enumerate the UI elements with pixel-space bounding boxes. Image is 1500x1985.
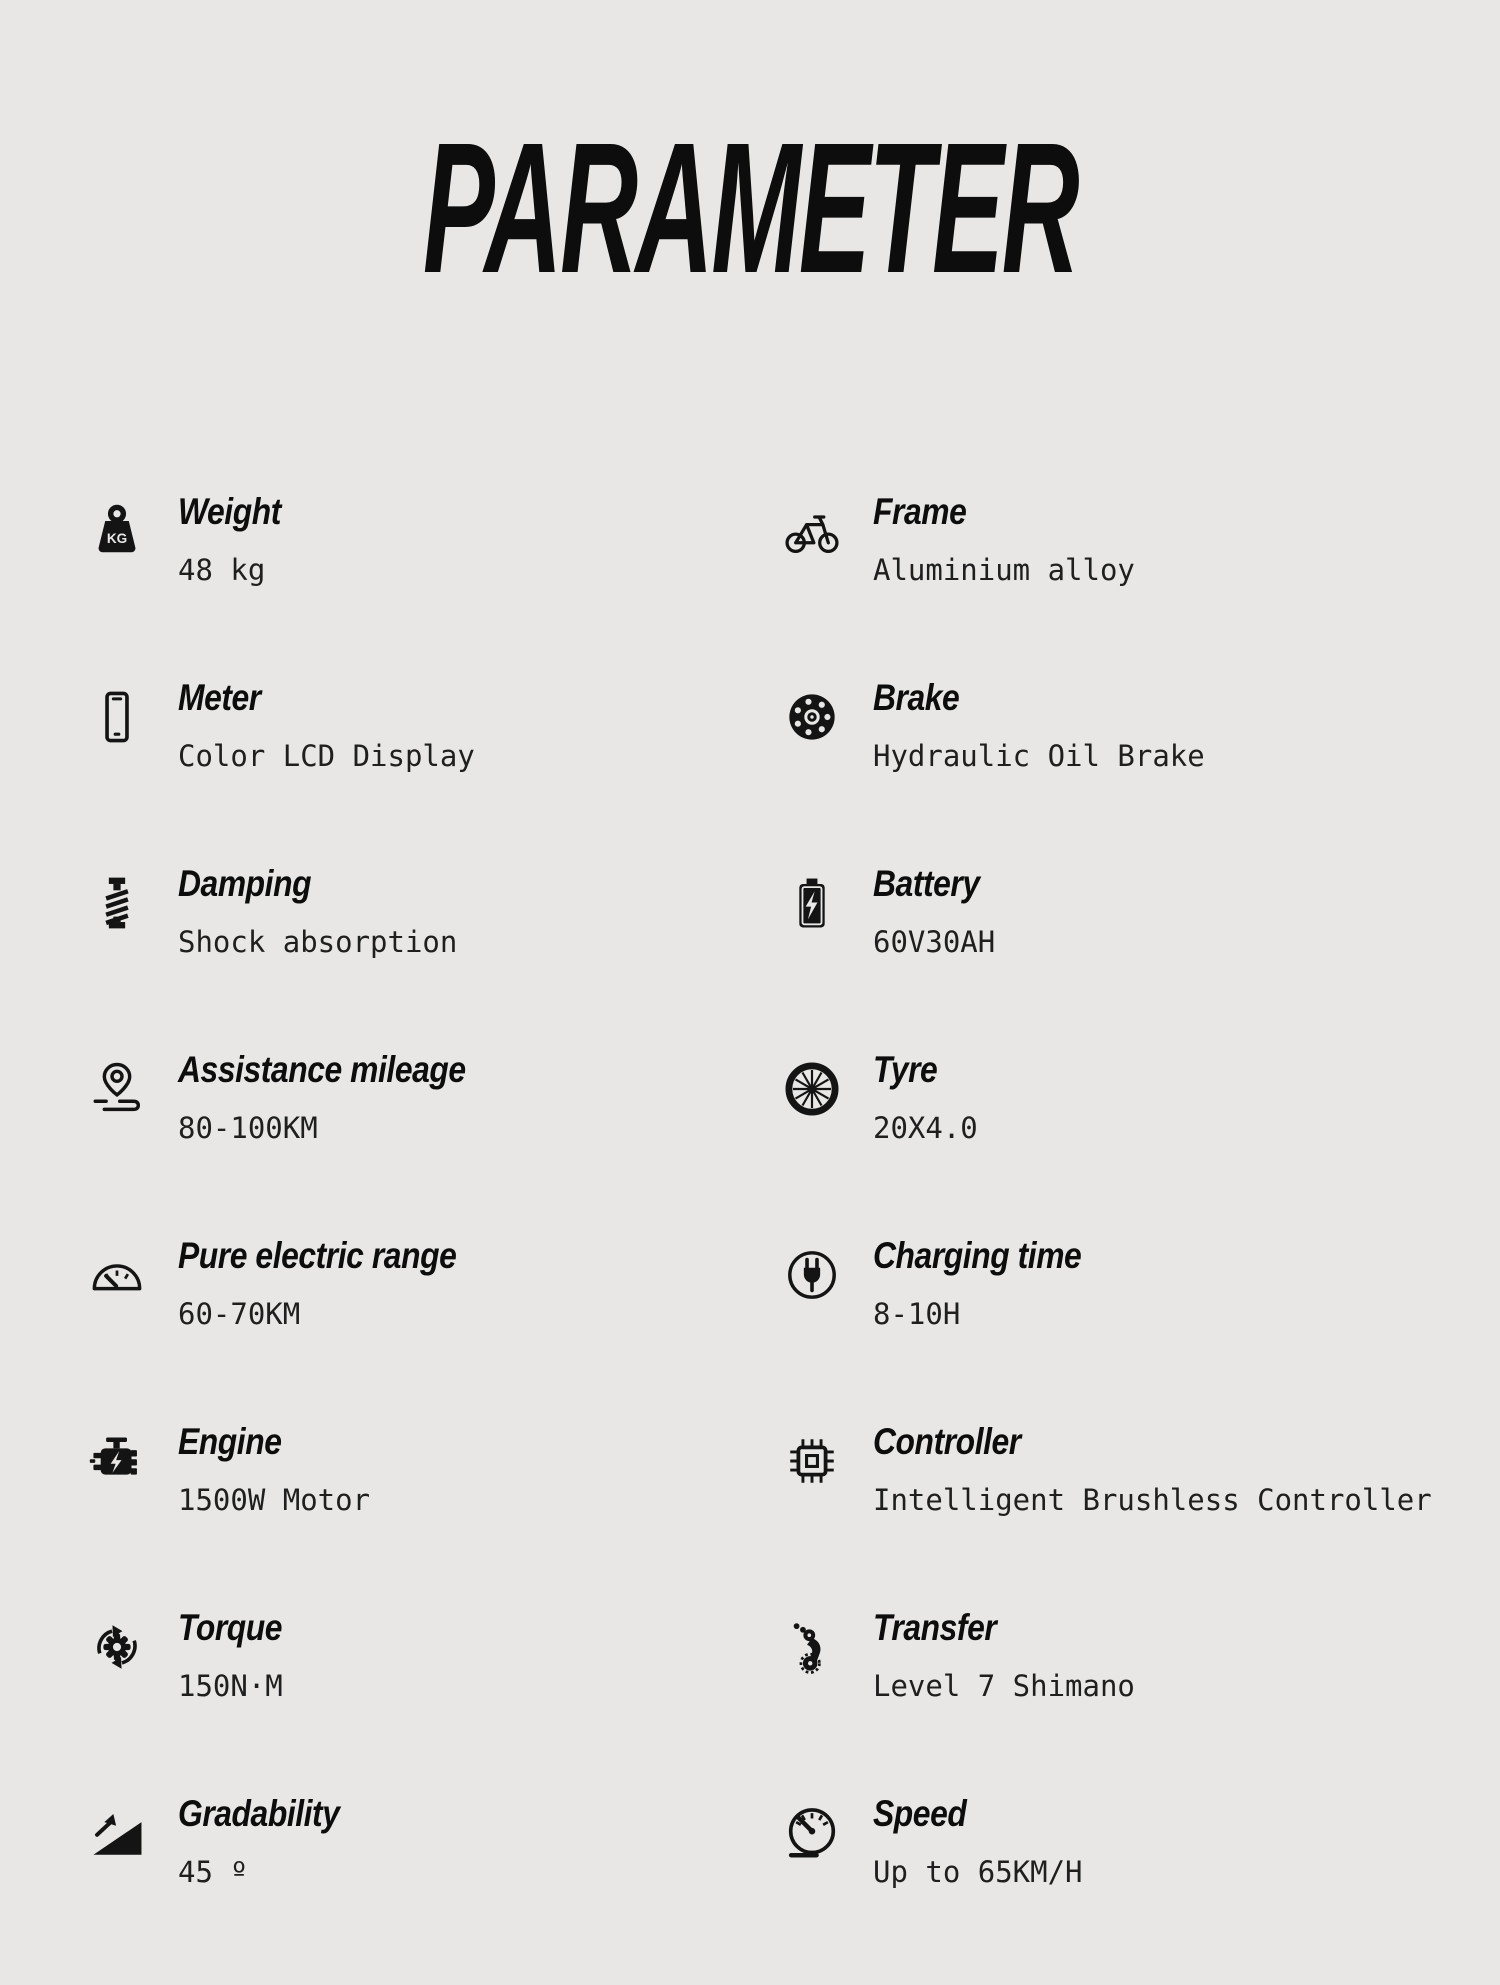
weight-icon	[88, 502, 146, 560]
page-title: PARAMETER	[422, 105, 1078, 312]
svg-text:KG: KG	[106, 530, 128, 546]
spec-value: Up to 65KM/H	[873, 1854, 1083, 1889]
charging-plug-icon	[783, 1246, 841, 1304]
spec-text	[178, 1236, 502, 1331]
spec-value: 8-10H	[873, 1296, 961, 1331]
spec-text	[873, 678, 1205, 773]
spec-item	[783, 1236, 1483, 1422]
spec-value: 45 º	[178, 1854, 248, 1889]
torque-gear-icon	[88, 1618, 146, 1676]
spec-item	[783, 1794, 1483, 1980]
slope-icon	[88, 1804, 146, 1862]
spec-label: Charging time	[873, 1235, 1082, 1276]
spec-label: Speed	[873, 1793, 967, 1834]
spec-text	[873, 492, 1135, 587]
spec-item	[88, 492, 738, 678]
spec-item	[783, 1608, 1483, 1794]
tyre-wheel-icon	[783, 1060, 841, 1118]
spec-item	[88, 678, 738, 864]
spec-item	[88, 1422, 738, 1608]
spec-item	[88, 864, 738, 1050]
spec-item	[783, 492, 1483, 678]
spec-text	[873, 1608, 1135, 1703]
spec-text	[178, 1794, 366, 1889]
spec-value: Level 7 Shimano	[873, 1668, 1135, 1703]
spec-label: Controller	[873, 1421, 1021, 1462]
spec-value: Color LCD Display	[178, 738, 475, 773]
controller-chip-icon	[783, 1432, 841, 1490]
spec-item	[88, 1794, 738, 1980]
spec-item	[783, 864, 1483, 1050]
spec-value: Aluminium alloy	[873, 552, 1135, 587]
spec-value: Hydraulic Oil Brake	[873, 738, 1205, 773]
spec-label: Weight	[178, 491, 281, 532]
spec-text	[178, 678, 475, 773]
spec-text	[873, 1794, 1083, 1889]
spec-text	[178, 1608, 299, 1703]
battery-icon	[783, 874, 841, 932]
spec-item	[783, 1050, 1483, 1236]
spec-text	[178, 1050, 512, 1145]
spec-value: 150N·M	[178, 1668, 283, 1703]
spec-label: Battery	[873, 863, 980, 904]
spec-label: Torque	[178, 1607, 283, 1648]
spec-text	[873, 864, 997, 959]
spec-item	[88, 1050, 738, 1236]
spec-value: 20X4.0	[873, 1110, 978, 1145]
brake-disc-icon	[783, 688, 841, 746]
spec-item	[783, 678, 1483, 864]
derailleur-icon	[783, 1618, 841, 1676]
spec-value: 48 kg	[178, 552, 266, 587]
spec-label: Brake	[873, 677, 960, 718]
meter-display-icon	[88, 688, 146, 746]
spec-item	[88, 1608, 738, 1794]
spec-label: Meter	[178, 677, 261, 718]
spec-value: 60V30AH	[873, 924, 996, 959]
specs-column-right	[783, 492, 1483, 1980]
spec-value: 60-70KM	[178, 1296, 301, 1331]
spec-label: Tyre	[873, 1049, 938, 1090]
spec-text	[873, 1422, 1432, 1517]
range-gauge-icon	[88, 1246, 146, 1304]
specs-column-left	[88, 492, 738, 1980]
spec-value: 80-100KM	[178, 1110, 318, 1145]
shock-absorber-icon	[88, 874, 146, 932]
spec-label: Damping	[178, 863, 312, 904]
route-pin-icon	[88, 1060, 146, 1118]
spec-text	[178, 492, 298, 587]
spec-label: Assistance mileage	[178, 1049, 466, 1090]
speedometer-icon	[783, 1804, 841, 1862]
spec-text	[178, 864, 457, 959]
spec-label: Frame	[873, 491, 967, 532]
engine-icon	[88, 1432, 146, 1490]
spec-item	[783, 1422, 1483, 1608]
spec-text	[873, 1236, 1115, 1331]
spec-text	[873, 1050, 978, 1145]
spec-value: Shock absorption	[178, 924, 458, 959]
spec-label: Transfer	[873, 1607, 997, 1648]
page-header	[0, 105, 1500, 312]
spec-label: Gradability	[178, 1793, 340, 1834]
spec-value: 1500W Motor	[178, 1482, 371, 1517]
spec-label: Pure electric range	[178, 1235, 457, 1276]
spec-value: Intelligent Brushless Controller	[873, 1482, 1432, 1517]
bicycle-frame-icon	[783, 502, 841, 560]
spec-label: Engine	[178, 1421, 282, 1462]
spec-text	[178, 1422, 370, 1517]
spec-item	[88, 1236, 738, 1422]
